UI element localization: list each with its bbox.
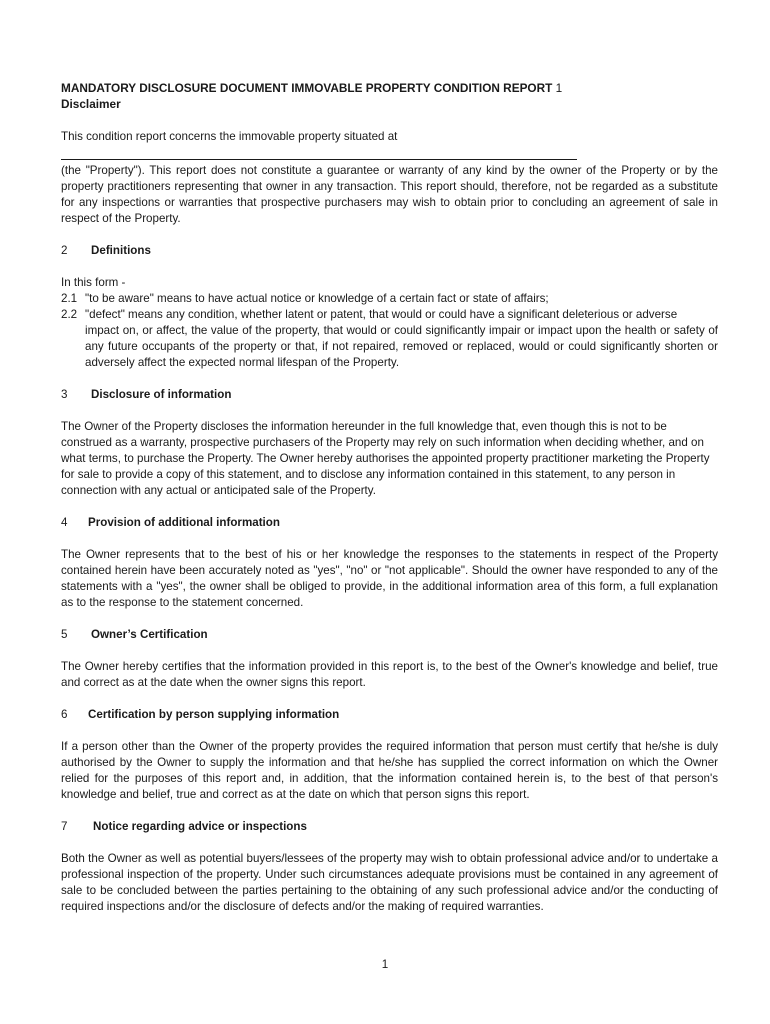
intro-text: This condition report concerns the immovable property situated at	[61, 130, 398, 143]
section-number: 5	[61, 628, 68, 641]
section-7-heading	[61, 819, 718, 835]
section-6-body: If a person other than the Owner of the property provides the required information that person must certify that he/she is duly authorised by the Owner to supply the information and that he/she has supplied the correct information on which the Owner relied for the purposes of this report and, in addition, that the information contained herein is, to the best of that person's knowledge and belief, true and correct as at the date on which that person signs this report.	[61, 740, 718, 801]
section-number: 7	[61, 820, 68, 833]
document-body	[61, 80, 718, 915]
definitions-lead: In this form -	[61, 276, 126, 289]
section-title: Owner’s Certification	[91, 628, 208, 641]
section-number: 3	[61, 388, 68, 401]
section-3-heading	[61, 387, 718, 403]
definition-text: "defect" means any condition, whether latent or patent, that would or could have a significant deleterious or adverse	[85, 308, 678, 321]
definition-text: "to be aware" means to have actual notice or knowledge of a certain fact or state of affairs;	[85, 292, 549, 305]
title-number: 1	[555, 81, 563, 95]
section-5-body: The Owner hereby certifies that the information provided in this report is, to the best of the Owner's knowledge and belief, true and correct as at the date when the owner signs this report.	[61, 660, 718, 689]
definition-item	[61, 291, 718, 307]
definition-continuation: impact on, or affect, the value of the property, that would or could significantly impair or impact upon the health or safety of any future occupants of the property or that, if not repaired, removed or replaced, would or could significantly shorten or adversely affect the expected normal lifespan of the Property.	[85, 324, 718, 369]
section-2-heading	[61, 243, 718, 259]
section-4-body: The Owner represents that to the best of his or her knowledge the responses to the statements in respect of the Property contained herein have been accurately noted as "yes", "no" or "not applicable". Should the owner have responded to any of the statements with a "yes", the owner shall be obliged to provide, in the additional information area of this form, a full explanation as to the response to the statement concerned.	[61, 548, 718, 609]
section-title: Provision of additional information	[88, 516, 280, 529]
document-title	[61, 80, 718, 96]
disclaimer-text: (the "Property"). This report does not constitute a guarantee or warranty of any kind by the owner of the Property or by the property practitioners representing that owner in any transaction. This report should, therefore, not be regarded as a substitute for any inspections or warranties that prospective purchasers may wish to obtain prior to concluding an agreement of sale in respect of the Property.	[61, 164, 718, 225]
section-number: 4	[61, 516, 68, 529]
section-3-body: The Owner of the Property discloses the information hereunder in the full knowledge that, even though this is not to be construed as a warranty, prospective purchasers of the Property may rely on such information when deciding whether, and on what terms, to purchase the Property. The Owner hereby authorises the appointed property practitioner marketing the Property for sale to provide a copy of this statement, and to disclose any information contained in this statement, to any person in connection with any actual or anticipated sale of the Property.	[61, 420, 710, 497]
title-text: MANDATORY DISCLOSURE DOCUMENT IMMOVABLE PROPERTY CONDITION REPORT	[61, 81, 553, 95]
section-number: 2	[61, 244, 68, 257]
section-6-heading	[61, 707, 718, 723]
definition-item	[61, 307, 718, 323]
section-5-heading	[61, 627, 718, 643]
property-address-line	[61, 145, 577, 160]
section-7-body: Both the Owner as well as potential buyers/lessees of the property may wish to obtain professional advice and/or to undertake a professional inspection of the property. Under such circumstances adequate provisions must be contained in any agreement of sale to be concluded between the parties pertaining to the obtaining of any such professional advice and/or the conducting of required inspections and/or the disclosure of defects and/or the making of required warranties.	[61, 852, 718, 913]
definition-number: 2.1	[61, 292, 78, 305]
page-number: 1	[381, 958, 389, 971]
section-number: 6	[61, 708, 68, 721]
section-title: Disclosure of information	[91, 388, 232, 401]
section-4-heading	[61, 515, 718, 531]
definition-number: 2.2	[61, 308, 78, 321]
section-title: Certification by person supplying information	[88, 708, 340, 721]
section-title: Notice regarding advice or inspections	[93, 820, 307, 833]
disclaimer-heading: Disclaimer	[61, 97, 121, 111]
section-title: Definitions	[91, 244, 151, 257]
